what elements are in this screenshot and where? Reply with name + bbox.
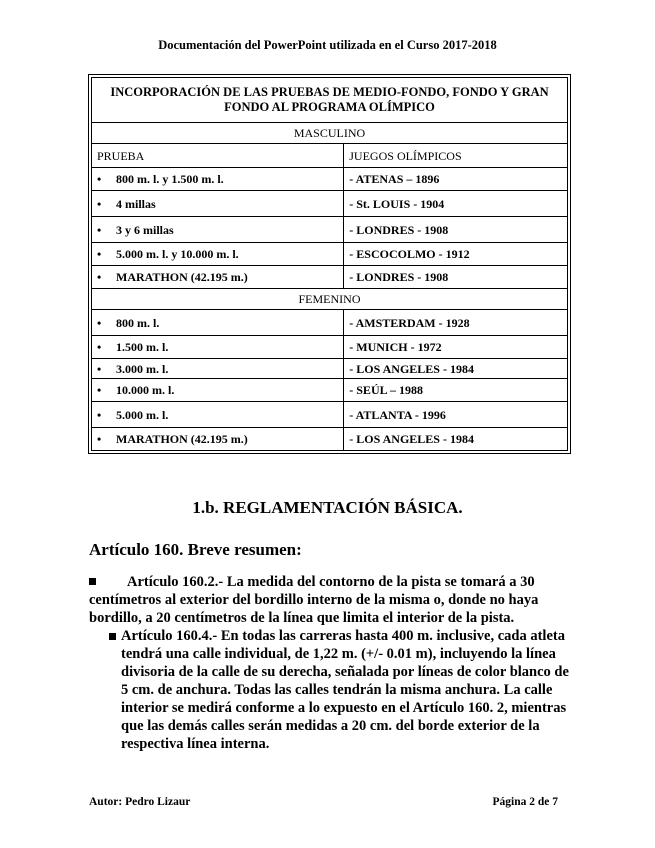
bullet-icon: • bbox=[97, 383, 102, 397]
juegos-cell: - LOS ANGELES - 1984 bbox=[344, 359, 568, 379]
bullet-icon: • bbox=[97, 270, 102, 284]
juegos-cell: - MUNICH - 1972 bbox=[344, 336, 568, 359]
section-masculino: MASCULINO bbox=[92, 123, 568, 144]
table-row bbox=[92, 428, 568, 451]
prueba-cell: 3 y 6 millas bbox=[116, 222, 174, 237]
table-row bbox=[92, 310, 568, 336]
table-row bbox=[92, 359, 568, 379]
prueba-cell: 800 m. l. y 1.500 m. l. bbox=[116, 172, 224, 186]
paragraph-article-160-4 bbox=[109, 627, 569, 753]
prueba-cell: 800 m. l. bbox=[116, 315, 160, 330]
juegos-cell: - LONDRES - 1908 bbox=[344, 217, 568, 243]
column-header-prueba: PRUEBA bbox=[92, 144, 344, 168]
footer-page-number: Página 2 de 7 bbox=[492, 796, 558, 808]
square-bullet-icon bbox=[89, 578, 96, 585]
bullet-icon: • bbox=[97, 222, 102, 237]
paragraph-article-160-2 bbox=[89, 573, 569, 627]
section-heading: 1.b. REGLAMENTACIÓN BÁSICA. bbox=[192, 498, 463, 517]
table-row bbox=[92, 402, 568, 428]
footer-author: Autor: Pedro Lizaur bbox=[89, 796, 191, 808]
table-row bbox=[92, 243, 568, 266]
prueba-cell: 3.000 m. l. bbox=[116, 361, 169, 376]
prueba-cell: 1.500 m. l. bbox=[116, 340, 169, 354]
square-bullet-icon bbox=[109, 633, 116, 640]
juegos-cell: - AMSTERDAM - 1928 bbox=[344, 310, 568, 336]
page-header: Documentación del PowerPoint utilizada en el Curso 2017-2018 bbox=[158, 38, 497, 52]
prueba-cell: 5.000 m. l. y 10.000 m. l. bbox=[116, 247, 239, 261]
juegos-cell: - SEÚL – 1988 bbox=[344, 379, 568, 402]
juegos-cell: - St. LOUIS - 1904 bbox=[344, 191, 568, 217]
juegos-cell: - ATLANTA - 1996 bbox=[344, 402, 568, 428]
table-row bbox=[92, 379, 568, 402]
bullet-icon: • bbox=[97, 340, 102, 354]
bullet-icon: • bbox=[97, 407, 102, 422]
bullet-icon: • bbox=[97, 172, 102, 186]
bullet-icon: • bbox=[97, 196, 102, 211]
bullet-icon: • bbox=[97, 432, 102, 446]
juegos-cell: - ATENAS – 1896 bbox=[344, 168, 568, 191]
olympic-events-table bbox=[88, 74, 571, 454]
table-title bbox=[92, 78, 568, 123]
column-header-juegos: JUEGOS OLÍMPICOS bbox=[344, 144, 568, 168]
table-row bbox=[92, 168, 568, 191]
paragraph-text: Artículo 160.2.- La medida del contorno de la pista se tomará a 30 centímetros al exterior del bordillo interno de la misma o, donde no haya bordillo, a 20 centímetros de la línea que limita el interior de la pista. bbox=[89, 574, 539, 626]
table-row bbox=[92, 266, 568, 289]
table-row bbox=[92, 191, 568, 217]
bullet-icon: • bbox=[97, 247, 102, 261]
table-title-line1: INCORPORACIÓN DE LAS PRUEBAS DE MEDIO-FONDO, FONDO Y GRAN bbox=[110, 85, 549, 99]
table-title-line2: FONDO AL PROGRAMA OLÍMPICO bbox=[224, 100, 435, 114]
juegos-cell: - LOS ANGELES - 1984 bbox=[344, 428, 568, 451]
prueba-cell: 5.000 m. l. bbox=[116, 407, 169, 422]
juegos-cell: - ESCOCOLMO - 1912 bbox=[344, 243, 568, 266]
article-subheading: Artículo 160. Breve resumen: bbox=[89, 540, 302, 559]
prueba-cell: MARATHON (42.195 m.) bbox=[116, 432, 248, 446]
paragraph-text: Artículo 160.4.- En todas las carreras hasta 400 m. inclusive, cada atleta tendrá una calle individual, de 1,22 m. (+/- 0.01 m), incluyendo la línea divisoria de la calle de su derecha, señalada por líneas de color blanco de 5 cm. de anchura. Todas las calles tendrán la misma anchura. La calle interior se medirá conforme a lo expuesto en el Artículo 160. 2, mientras que las demás calles serán medidas a 20 cm. del borde exterior de la respectiva línea interna. bbox=[121, 628, 569, 752]
juegos-cell: - LONDRES - 1908 bbox=[344, 266, 568, 289]
table-row bbox=[92, 336, 568, 359]
bullet-icon: • bbox=[97, 315, 102, 330]
table-row bbox=[92, 217, 568, 243]
section-femenino: FEMENINO bbox=[92, 289, 568, 310]
prueba-cell: MARATHON (42.195 m.) bbox=[116, 270, 248, 284]
prueba-cell: 4 millas bbox=[116, 196, 156, 211]
prueba-cell: 10.000 m. l. bbox=[116, 383, 175, 397]
bullet-icon: • bbox=[97, 361, 102, 376]
